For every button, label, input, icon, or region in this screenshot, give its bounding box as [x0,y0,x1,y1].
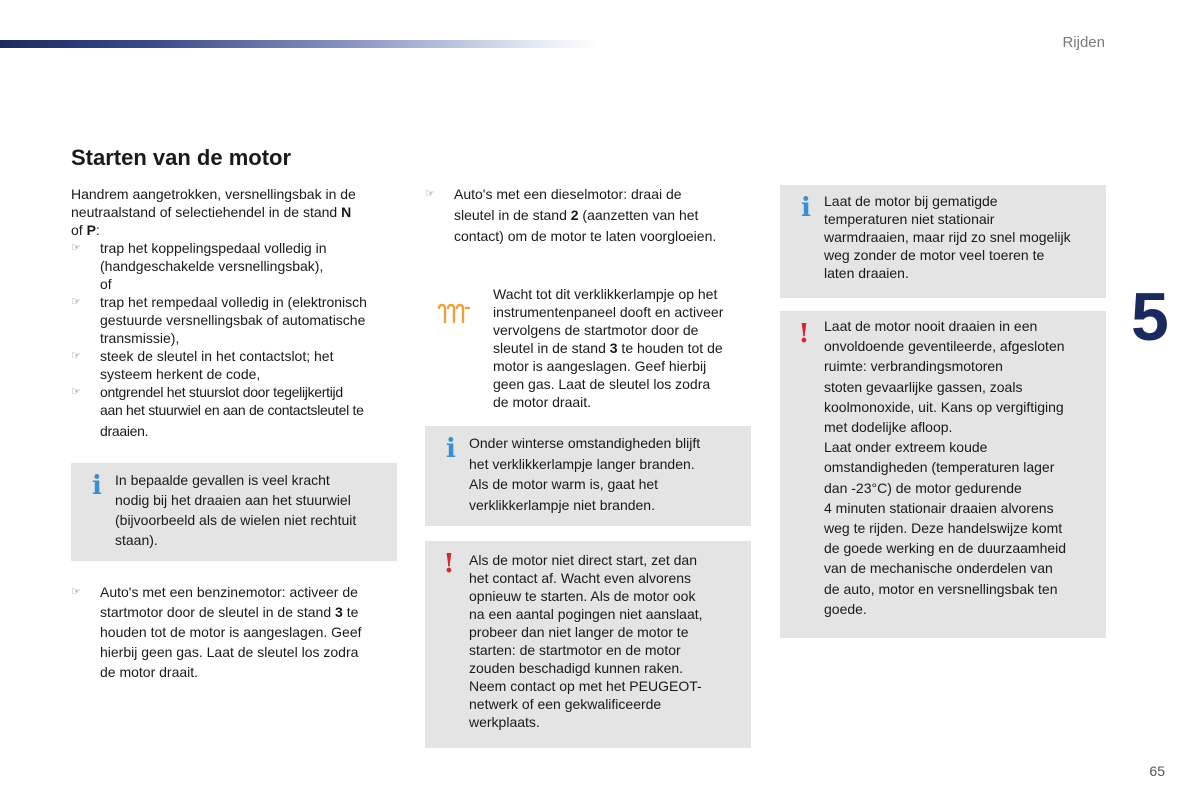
glow-plug-warning-lamp-icon [436,300,472,330]
pointing-hand-icon: ☞ [71,386,81,398]
info-box-steering: i In bepaalde gevallen is veel kracht nodig bij het draaien aan het stuurwiel (bijvoorbeeld als de wielen niet rechtuit staan). [71,463,397,561]
warning-box-ventilation: ! Laat de motor nooit draaien in een onvoldoende geventileerde, afgesloten ruimte: verbrandingsmotoren stoten gevaarlijke gassen, zoals koolmonoxide, uit. Kans op vergiftiging met dodelijke afloop. Laat onder extreem koude omstandigheden (temperaturen lager dan -23°C) de motor gedurende 4 minuten stationair draaien alvorens weg te rijden. Deze handelswijze komt de goede werking en de duurzaamheid van de mechanische onderdelen van de auto, motor en versnellingsbak ten goede. [780,311,1106,638]
page-title: Starten van de motor [71,145,292,170]
list-item: ☞ trap het koppelingspedaal volledig in (handgeschakelde versnellingsbak), of [71,240,327,292]
chapter-number: 5 [1131,279,1169,355]
page-number: 65 [1149,763,1165,779]
pointing-hand-icon: ☞ [71,350,81,362]
diesel-engine-instruction: ☞ Auto's met een dieselmotor: draai de sleutel in de stand 2 (aanzetten van het contact) om de motor te laten voorgloeien. [425,186,717,244]
list-item: ☞ ontgrendel het stuurslot door tegelijkertijd aan het stuurwiel en aan de contactsleutel te draaien. [71,384,364,439]
bullet-list [71,239,401,440]
list-item: ☞ steek de sleutel in het contactslot; het systeem herkent de code, [71,348,334,382]
glow-lamp-instruction: Wacht tot dit verklikkerlampje op het instrumentenpaneel dooft en activeer vervolgens de startmotor door de sleutel in de stand 3 te houden tot de motor is aangeslagen. Geef hierbij geen gas. Laat de sleutel los zodra de motor draait. [493,286,724,410]
exclamation-icon: ! [443,549,455,579]
exclamation-icon: ! [798,319,810,349]
petrol-engine-instruction: ☞ Auto's met een benzinemotor: activeer de startmotor door de sleutel in de stand 3 te houden tot de motor is aangeslagen. Geef hierbij geen gas. Laat de sleutel los zodra de motor draait. [71,584,362,680]
intro-paragraph: Handrem aangetrokken, versnellingsbak in de neutraalstand of selectiehendel in de stand N of P: [71,186,356,238]
warning-box-start-failure: ! Als de motor niet direct start, zet dan het contact af. Wacht even alvorens opnieuw te starten. Als de motor ook na een aantal pogingen niet aanslaat, probeer dan niet langer de motor te starten: de startmotor en de motor zouden beschadigd kunnen raken. Neem contact op met het PEUGEOT- netwerk of een gekwalificeerde werkplaats. [425,541,751,748]
info-box-warm-up: i Laat de motor bij gematigde temperaturen niet stationair warmdraaien, maar rijd zo snel mogelijk weg zonder de motor veel toeren te laten draaien. [780,185,1106,298]
header-gradient-bar [0,40,600,48]
section-label: Rijden [1062,34,1105,51]
pointing-hand-icon: ☞ [71,586,81,598]
pointing-hand-icon: ☞ [71,296,81,308]
info-icon: i [92,471,102,501]
info-box-winter: i Onder winterse omstandigheden blijft het verklikkerlampje langer branden. Als de motor warm is, gaat het verklikkerlampje niet branden. [425,426,751,526]
pointing-hand-icon: ☞ [71,242,81,254]
info-icon: i [446,434,456,464]
info-icon: i [801,193,811,223]
list-item: ☞ trap het rempedaal volledig in (elektronisch gestuurde versnellingsbak of automatische transmissie), [71,294,367,346]
pointing-hand-icon: ☞ [425,188,435,200]
